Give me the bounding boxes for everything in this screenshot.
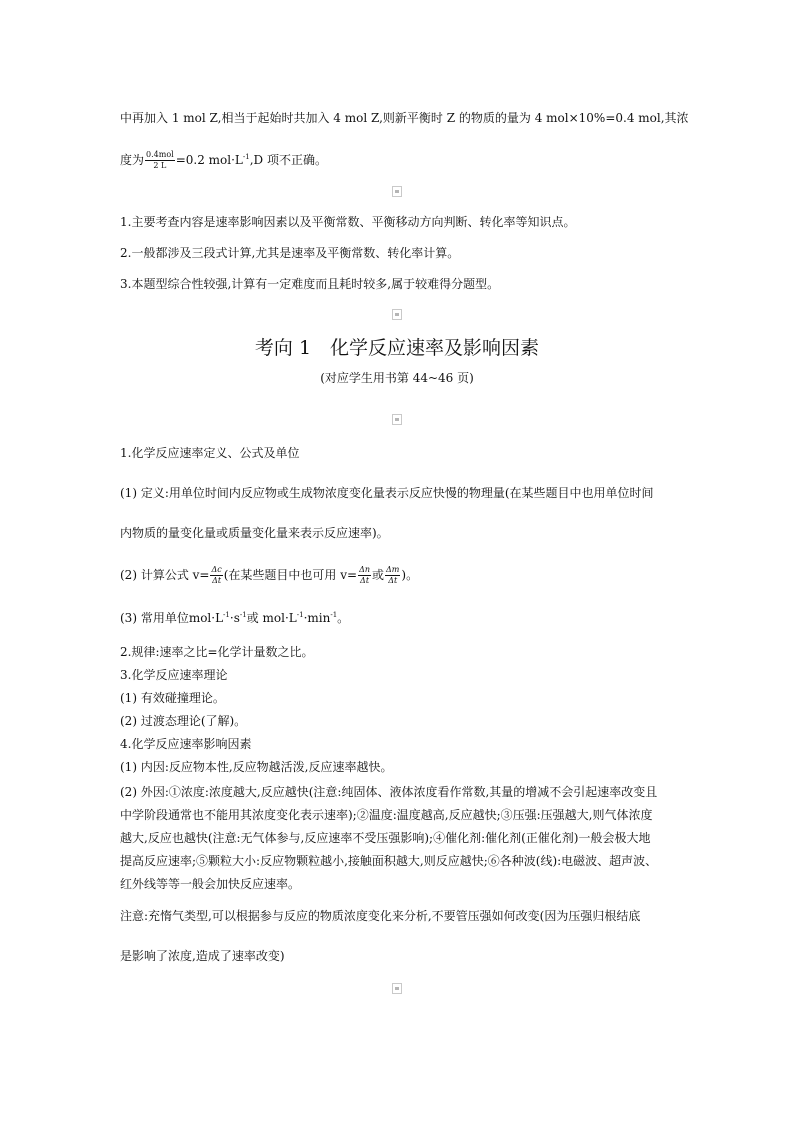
outer-factor-line-4: 提高反应速率;⑤颗粒大小:反应物颗粒越小,接触面积越大,则反应越快;⑥各种波(线):电磁波、超声波、 — [120, 854, 658, 868]
fraction: $\frac{\text{0.4mol}}{2 L}$ — [146, 150, 174, 170]
heading-4: 4.化学反应速率影响因素 — [120, 737, 252, 751]
outer-factor-line-2: 中学阶段通常也不能用其浓度变化表示速率);②温度:温度越高,反应越快;③压强:压强越大,则气体浓度 — [120, 808, 653, 822]
image-placeholder-icon — [392, 983, 402, 994]
image-placeholder-icon — [392, 414, 402, 425]
theory-1: (1) 有效碰撞理论。 — [120, 691, 225, 705]
heading-3: 3.化学反应速率理论 — [120, 668, 228, 682]
section-subtitle: (对应学生用书第 44~46 页) — [320, 371, 474, 385]
inner-factor: (1) 内因:反应物本性,反应物越活泼,反应速率越快。 — [120, 760, 393, 774]
continuation-line-1: 中再加入 1 mol Z,相当于起始时共加入 4 mol Z,则新平衡时 Z 的物质的量为 4 mol×10%=0.4 mol,其浓 — [120, 111, 689, 125]
note-line-1: 注意:充惰气类型,可以根据参与反应的物质浓度变化来分析,不要管压强如何改变(因为压强归根结底 — [120, 909, 641, 923]
definition-line-1: (1) 定义:用单位时间内反应物或生成物浓度变化量表示反应快慢的物理量(在某些题目中也用单位时间 — [120, 486, 654, 500]
outer-factor-line-3: 越大,反应也越快(注意:无气体参与,反应速率不受压强影响);④催化剂:催化剂(正催化剂)一般会极大地 — [120, 831, 651, 845]
formula-fraction-dc-dt: $\frac{\Delta c}{\Delta t}$ — [211, 565, 222, 585]
continuation-line-2: 度为 $\frac{\text{0.4mol}}{2 L}$ =0.2 $mol\cdot L^{-1},D$ 项不正确。 — [120, 150, 327, 170]
image-placeholder-icon — [392, 186, 402, 197]
exam-note-3: 3.本题型综合性较强,计算有一定难度而且耗时较多,属于较难得分题型。 — [120, 277, 500, 291]
theory-2: (2) 过渡态理论(了解)。 — [120, 714, 247, 728]
section-title: 考向 1 化学反应速率及影响因素 — [254, 337, 540, 359]
outer-factor-line-5: 红外线等等一般会加快反应速率。 — [120, 877, 301, 891]
outer-factor-line-1: (2) 外因:①浓度:浓度越大,反应越快(注意:纯固体、液体浓度看作常数,其量的增减不会引起速率改变且 — [120, 785, 658, 799]
formula-fraction-dm-dt: $\frac{\Delta m}{\Delta t}$ — [386, 565, 400, 585]
formula-line: (2) 计算公式 v= $\frac{\Delta c}{\Delta t}$ (在某些题目中也可用 v= $\frac{\Delta n}{\Delta t}$ 或 $\frac{\Delta m}{\Delta t}$ )。 — [120, 565, 419, 585]
heading-1: 1.化学反应速率定义、公式及单位 — [120, 446, 300, 460]
exam-note-2: 2.一般都涉及三段式计算,尤其是速率及平衡常数、转化率计算。 — [120, 246, 460, 260]
note-line-2: 是影响了浓度,造成了速率改变) — [120, 949, 285, 963]
formula-fraction-dn-dt: $\frac{\Delta n}{\Delta t}$ — [359, 565, 371, 585]
definition-line-2: 内物质的量变化量或质量变化量来表示反应速率)。 — [120, 526, 389, 540]
exam-note-1: 1.主要考查内容是速率影响因素以及平衡常数、平衡移动方向判断、转化率等知识点。 — [120, 215, 576, 229]
image-placeholder-icon — [392, 309, 402, 320]
rule-line: 2.规律:速率之比=化学计量数之比。 — [120, 645, 314, 659]
unit-line: (3) 常用单位$mol\cdot L^{-1}\cdot s^{-1}$或 $mol\cdot L^{-1}\cdot\min^{-1}$。 — [120, 611, 350, 625]
